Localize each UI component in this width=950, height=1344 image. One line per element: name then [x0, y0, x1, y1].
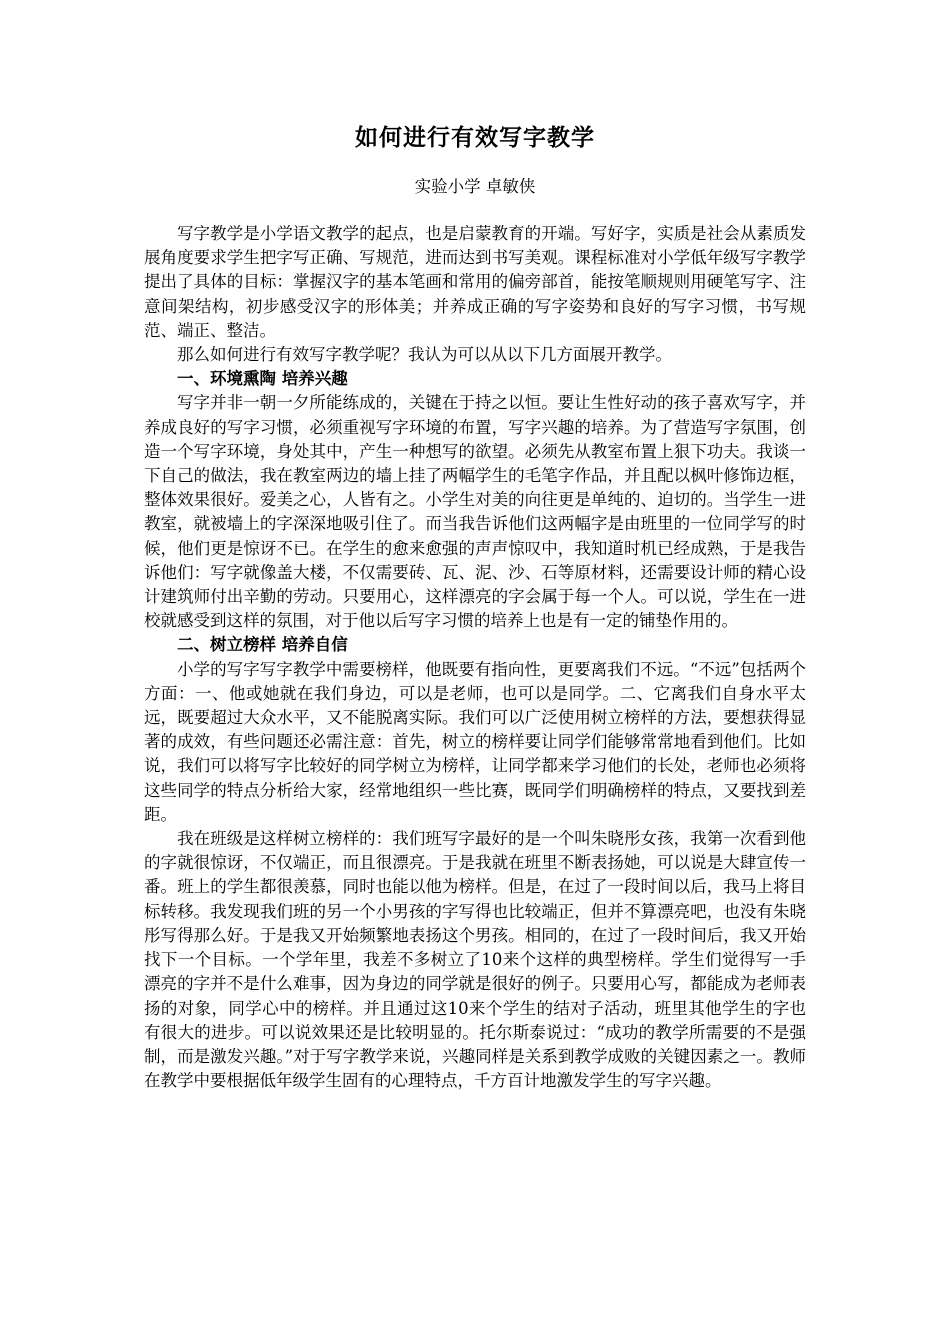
document-page [144, 118, 806, 1093]
section-paragraph: 我在班级是这样树立榜样的：我们班写字最好的是一个叫朱晓彤女孩，我第一次看到他的字就很惊讶，不仅端正，而且很漂亮。于是我就在班里不断表扬她，可以说是大肆宣传一番。班上的学生都很羡慕，同时也能以他为榜样。但是，在过了一段时间以后，我马上将目标转移。我发现我们班的另一个小男孩的字写得也比较端正，但并不算漂亮吧，也没有朱晓彤写得那么好。于是我又开始频繁地表扬这个男孩。相同的，在过了一段时间后，我又开始找下一个目标。一个学年里，我差不多树立了10来个这样的典型榜样。学生们觉得写一手漂亮的字并不是什么难事，因为身边的同学就是很好的例子。只要用心写，都能成为老师表扬的对象，同学心中的榜样。并且通过这10来个学生的结对子活动，班里其他学生的字也有很大的进步。可以说效果还是比较明显的。托尔斯泰说过：“成功的教学所需要的不是强制，而是激发兴趣。”对于写字教学来说，兴趣同样是关系到教学成败的关键因素之一。教师在教学中要根据低年级学生固有的心理特点，千方百计地激发学生的写字兴趣。 [144, 829, 806, 1091]
document-title: 如何进行有效写字教学 [355, 124, 595, 151]
intro-paragraph: 写字教学是小学语文教学的起点，也是启蒙教育的开端。写好字，实质是社会从素质发展角度要求学生把字写正确、写规范，进而达到书写美观。课程标准对小学低年级写字教学提出了具体的目标：掌握汉字的基本笔画和常用的偏旁部首，能按笔顺规则用硬笔写字、注意间架结构，初步感受汉字的形体美；并养成正确的写字姿势和良好的写字习惯，书写规范、端正、整洁。 [144, 224, 806, 340]
section-paragraph: 小学的写字写字教学中需要榜样，他既要有指向性，更要离我们不远。“不远”包括两个方面：一、他或她就在我们身边，可以是老师，也可以是同学。二、它离我们自身水平太远，既要超过大众水平，又不能脱离实际。我们可以广泛使用树立榜样的方法，要想获得显著的成效，有些问题还必需注意：首先，树立的榜样要让同学们能够常常地看到他们。比如说，我们可以将写字比较好的同学树立为榜样，让同学都来学习他们的长处，老师也必须将这些同学的特点分析给大家，经常地组织一些比赛，既同学们明确榜样的特点，又要找到差距。 [144, 659, 806, 824]
section-paragraph: 写字并非一朝一夕所能练成的，关键在于持之以恒。要让生性好动的孩子喜欢写字，并养成良好的写字习惯，必须重视写字环境的布置，写字兴趣的培养。为了营造写字氛围，创造一个写字环境，身处其中，产生一种想写的欲望。必须先从教室布置上狠下功夫。我谈一下自己的做法，我在教室两边的墙上挂了两幅学生的毛笔字作品，并且配以枫叶修饰边框，整体效果很好。爱美之心，人皆有之。小学生对美的向往更是单纯的、迫切的。当学生一进教室，就被墙上的字深深地吸引住了。而当我告诉他们这两幅字是由班里的一位同学写的时候，他们更是惊讶不已。在学生的愈来愈强的声声惊叹中，我知道时机已经成熟，于是我告诉他们：写字就像盖大楼，不仅需要砖、瓦、泥、沙、石等原材料，还需要设计师的精心设计建筑师付出辛勤的劳动。只要用心，这样漂亮的字会属于每一个人。可以说，学生在一进校就感受到这样的氛围，对于他以后写字习惯的培养上也是有一定的铺垫作用的。 [144, 393, 806, 631]
document-author: 实验小学 卓敏侠 [414, 177, 536, 196]
intro-paragraph: 那么如何进行有效写字教学呢？我认为可以从以下几方面展开教学。 [177, 345, 672, 365]
section-heading: 一、环境熏陶 培养兴趣 [177, 369, 348, 389]
section-heading: 二、树立榜样 培养自信 [177, 635, 348, 655]
